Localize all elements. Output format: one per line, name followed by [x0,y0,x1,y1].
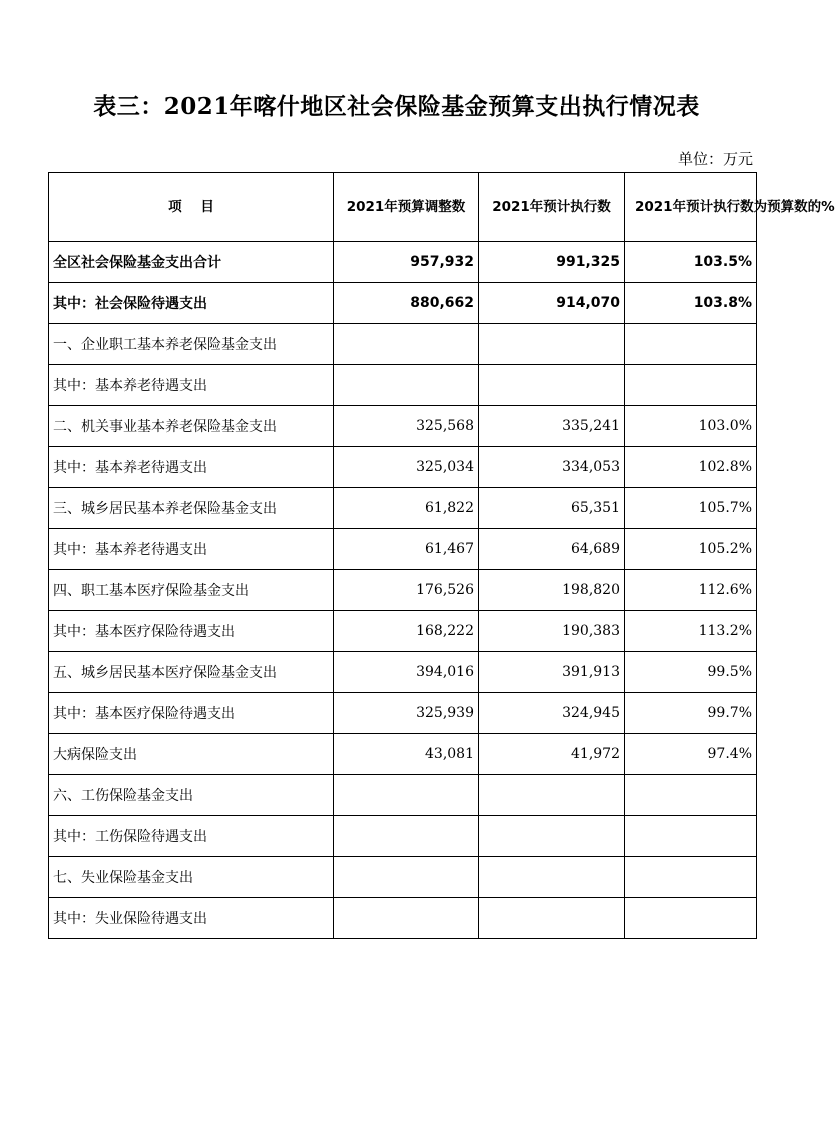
header-execution: 2021年预计执行数 [479,173,625,242]
row-execution: 991,325 [479,242,625,283]
row-ratio [625,365,757,406]
row-label: 三、城乡居民基本养老保险基金支出 [49,488,334,529]
row-label: 五、城乡居民基本医疗保险基金支出 [49,652,334,693]
row-budget: 957,932 [334,242,479,283]
row-label: 其中：基本养老待遇支出 [49,447,334,488]
row-execution: 190,383 [479,611,625,652]
row-ratio: 112.6% [625,570,757,611]
table-row [49,242,757,283]
table-row [49,652,757,693]
table-row [49,447,757,488]
row-execution [479,898,625,939]
row-execution: 198,820 [479,570,625,611]
row-execution [479,775,625,816]
row-ratio: 99.5% [625,652,757,693]
row-label: 其中：基本养老待遇支出 [49,365,334,406]
row-budget: 61,822 [334,488,479,529]
row-ratio: 103.8% [625,283,757,324]
row-label: 其中：基本医疗保险待遇支出 [49,693,334,734]
row-budget [334,898,479,939]
row-ratio: 99.7% [625,693,757,734]
table-row [49,898,757,939]
table-header-row [49,173,757,242]
row-budget [334,365,479,406]
row-ratio: 97.4% [625,734,757,775]
row-budget: 61,467 [334,529,479,570]
table-row [49,406,757,447]
page-title: 表三：2021年喀什地区社会保险基金预算支出执行情况表 [93,93,700,120]
row-execution [479,816,625,857]
row-budget: 394,016 [334,652,479,693]
row-budget: 880,662 [334,283,479,324]
row-execution: 64,689 [479,529,625,570]
row-label: 其中：失业保险待遇支出 [49,898,334,939]
row-label: 一、企业职工基本养老保险基金支出 [49,324,334,365]
budget-execution-table [48,172,835,939]
table-row [49,775,757,816]
header-item: 项 目 [49,173,334,242]
table-row [49,570,757,611]
row-ratio: 103.0% [625,406,757,447]
row-label: 其中：基本养老待遇支出 [49,529,334,570]
row-execution: 41,972 [479,734,625,775]
row-budget [334,857,479,898]
row-label: 四、职工基本医疗保险基金支出 [49,570,334,611]
table-row [49,529,757,570]
table-row [49,488,757,529]
row-budget: 43,081 [334,734,479,775]
row-ratio [625,857,757,898]
row-execution [479,857,625,898]
row-ratio: 105.2% [625,529,757,570]
row-ratio: 102.8% [625,447,757,488]
row-label: 其中：社会保险待遇支出 [49,283,334,324]
header-ratio: 2021年预计执行数为预算数的% [625,173,757,242]
row-execution: 335,241 [479,406,625,447]
row-ratio [625,816,757,857]
header-budget: 2021年预算调整数 [334,173,479,242]
row-label: 全区社会保险基金支出合计 [49,242,334,283]
table-row [49,734,757,775]
row-execution: 914,070 [479,283,625,324]
table-row [49,283,757,324]
row-execution: 324,945 [479,693,625,734]
row-execution: 334,053 [479,447,625,488]
table-row [49,365,757,406]
row-label: 其中：基本医疗保险待遇支出 [49,611,334,652]
row-budget [334,775,479,816]
row-label: 大病保险支出 [49,734,334,775]
row-ratio: 105.7% [625,488,757,529]
table-row [49,611,757,652]
row-budget: 325,034 [334,447,479,488]
table-row [49,816,757,857]
table-row [49,693,757,734]
row-execution [479,324,625,365]
row-label: 其中：工伤保险待遇支出 [49,816,334,857]
row-label: 七、失业保险基金支出 [49,857,334,898]
row-budget: 325,568 [334,406,479,447]
row-budget: 325,939 [334,693,479,734]
row-ratio [625,775,757,816]
row-ratio [625,898,757,939]
row-label: 二、机关事业基本养老保险基金支出 [49,406,334,447]
table-row [49,324,757,365]
row-execution: 65,351 [479,488,625,529]
row-execution: 391,913 [479,652,625,693]
table-row [49,857,757,898]
row-budget [334,324,479,365]
unit-label: 单位：万元 [677,150,753,168]
row-label: 六、工伤保险基金支出 [49,775,334,816]
row-budget [334,816,479,857]
row-ratio: 103.5% [625,242,757,283]
row-budget: 176,526 [334,570,479,611]
row-execution [479,365,625,406]
row-ratio: 113.2% [625,611,757,652]
row-budget: 168,222 [334,611,479,652]
row-ratio [625,324,757,365]
